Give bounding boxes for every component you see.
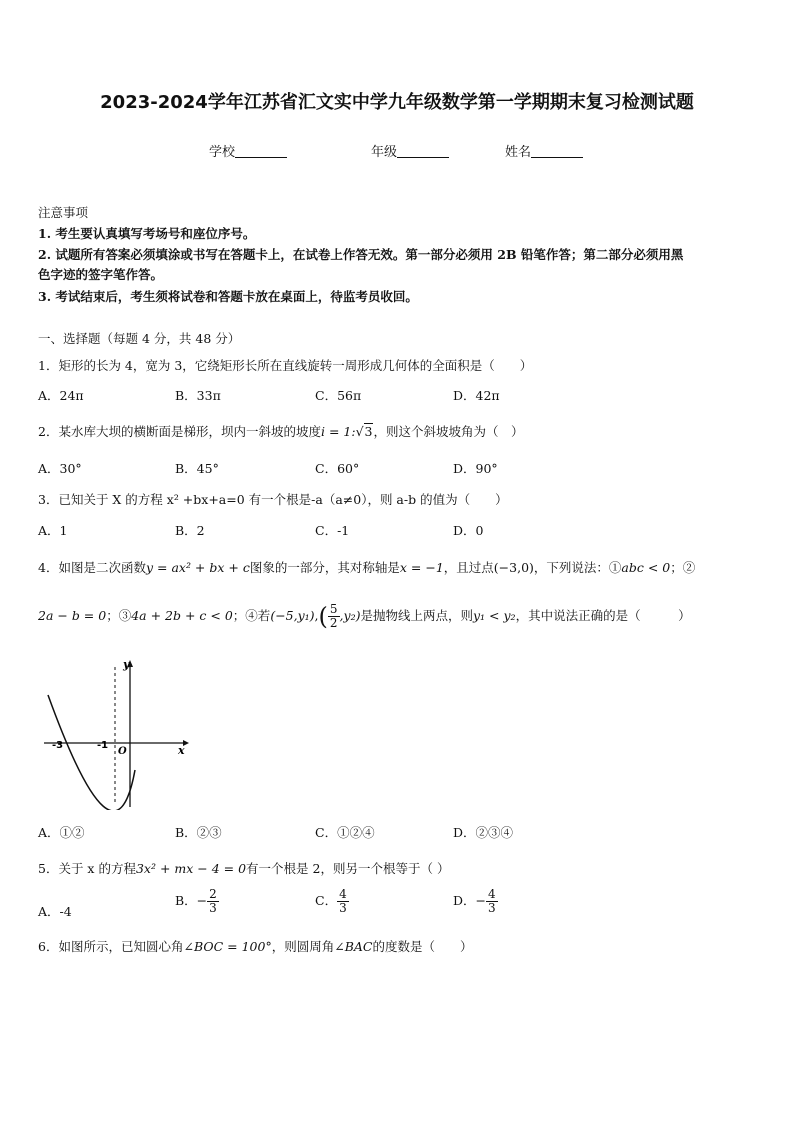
q2-option-d[interactable]: D．90°	[453, 461, 498, 476]
q4-point-1: (−5,y₁)	[270, 608, 315, 623]
q2-slope-formula: i = 1:	[320, 424, 356, 439]
q2-stem-post: ，则这个斜坡坡角为（ ）	[373, 424, 524, 439]
question-4-stem-line-1	[38, 558, 695, 576]
y-label: y	[123, 658, 130, 671]
q4-claim-3: 4a + 2b + c < 0	[131, 608, 233, 623]
grade-label: 年级	[371, 145, 398, 160]
q2-option-b[interactable]: B．45°	[175, 461, 219, 476]
q4-claim-1: abc < 0	[621, 560, 671, 575]
school-label: 学校	[209, 145, 236, 160]
q5-d-den: 3	[488, 901, 496, 915]
tick-minus-1: -1	[97, 740, 109, 751]
grade-field[interactable]	[371, 141, 449, 160]
q5-option-a[interactable]: A．-4	[38, 904, 72, 919]
q4-text-5: ；②	[670, 560, 696, 575]
q1-option-b[interactable]: B．33π	[175, 388, 221, 403]
school-field[interactable]	[209, 141, 287, 160]
q5-c-num: 4	[339, 887, 347, 901]
q5-text-2: 有一个根是 2，则另一个根等于（ ）	[246, 861, 450, 876]
q4-text-4: ，下列说法：①	[533, 560, 622, 575]
q4-frac-num: 5	[329, 602, 338, 616]
question-2-stem: 2．某水库大坝的横断面是梯形，坝内一斜坡的坡度i = 1:√3，则这个斜坡坡角为（ ）	[38, 424, 524, 439]
q5-b-prefix: B．−	[175, 893, 208, 908]
note-item-2-cont: 色字迹的签字笔作答。	[38, 267, 164, 282]
x-label: x	[178, 744, 185, 757]
q4-option-b[interactable]: B．②③	[175, 825, 222, 840]
section-heading: 一、选择题（每题 4 分，共 48 分）	[38, 331, 241, 346]
name-blank[interactable]	[531, 144, 583, 158]
q3-option-c[interactable]: C．-1	[315, 523, 350, 538]
name-label: 姓名	[505, 145, 532, 160]
q3-option-a[interactable]: A．1	[38, 523, 68, 538]
q4-text-2: 图象的一部分，其对称轴是	[249, 560, 400, 575]
q1-option-c[interactable]: C．56π	[315, 388, 362, 403]
q2-sqrt-value: 3	[364, 424, 373, 439]
notes-heading: 注意事项	[38, 205, 89, 220]
q5-equation: 3x² + mx − 4 = 0	[135, 861, 247, 876]
q4-text-9: ，其中说法正确的是（ ）	[515, 608, 691, 623]
q4-point: (−3,0)	[493, 560, 534, 575]
q5-option-c[interactable]	[315, 888, 349, 915]
q3-option-d[interactable]: D．0	[453, 523, 484, 538]
q4-axis: x = −1	[399, 560, 444, 575]
q6-text-2: ，则圆周角	[271, 939, 335, 954]
q4-point-2: ,y₂)	[339, 608, 361, 623]
q5-c-den: 3	[339, 901, 347, 915]
q6-text-3: 的度数是（ ）	[372, 939, 473, 954]
q5-option-b[interactable]	[175, 888, 219, 915]
question-4-stem-line-2	[38, 598, 691, 635]
q2-stem-pre: 2．某水库大坝的横断面是梯形，坝内一斜坡的坡度	[38, 424, 321, 439]
q5-d-fraction	[486, 888, 498, 915]
q5-d-num: 4	[488, 887, 496, 901]
q4-option-d[interactable]: D．②③④	[453, 825, 514, 840]
q6-text-1: 6．如图所示，已知圆心角	[38, 939, 184, 954]
q4-text-7: ；④若	[232, 608, 271, 623]
q5-b-fraction	[207, 888, 219, 915]
q5-b-den: 3	[209, 901, 217, 915]
q1-option-d[interactable]: D．42π	[453, 388, 500, 403]
q4-option-a[interactable]: A．①②	[38, 825, 85, 840]
page-title: 2023-2024学年江苏省汇文实中学九年级数学第一学期期末复习检测试题	[100, 92, 694, 113]
q4-paren-left: (	[318, 602, 328, 631]
q4-comma: ,	[314, 608, 319, 623]
q5-d-prefix: D．−	[453, 893, 486, 908]
note-item-1: 1. 考生要认真填写考场号和座位序号。	[38, 226, 256, 241]
q4-inequality: y₁ < y₂	[473, 608, 516, 623]
q2-option-c[interactable]: C．60°	[315, 461, 360, 476]
grade-blank[interactable]	[397, 144, 449, 158]
q6-inscribed-angle: ∠BAC	[334, 939, 373, 954]
q4-text-3: ，且过点	[443, 560, 494, 575]
q5-text-1: 5．关于 x 的方程	[38, 861, 136, 876]
q4-text-8: 是抛物线上两点，则	[360, 608, 473, 623]
q4-frac-den: 2	[329, 616, 338, 630]
school-blank[interactable]	[235, 144, 287, 158]
question-6-stem	[38, 937, 473, 955]
question-1-stem: 1．矩形的长为 4，宽为 3，它绕矩形长所在直线旋转一周形成几何体的全面积是（ ）	[38, 358, 533, 373]
q5-b-num: 2	[209, 887, 217, 901]
q4-claim-2: 2a − b = 0	[38, 608, 107, 623]
tick-minus-3: -3	[52, 740, 64, 751]
question-3-stem: 3．已知关于 X 的方程 x² +bx+a=0 有一个根是-a（a≠0），则 a-b 的值为（ ）	[38, 492, 508, 507]
q5-option-d[interactable]	[453, 888, 498, 915]
q3-option-b[interactable]: B．2	[175, 523, 205, 538]
q5-c-fraction	[337, 888, 349, 915]
q4-fraction	[328, 603, 340, 630]
note-item-3: 3. 考试结束后，考生须将试卷和答题卡放在桌面上，待监考员收回。	[38, 289, 418, 304]
q5-c-prefix: C．	[315, 893, 338, 908]
q4-option-c[interactable]: C．①②④	[315, 825, 375, 840]
q2-option-a[interactable]: A．30°	[38, 461, 82, 476]
q1-option-a[interactable]: A．24π	[38, 388, 84, 403]
q6-central-angle: ∠BOC = 100°	[183, 939, 272, 954]
q4-text-1: 4．如图是二次函数	[38, 560, 146, 575]
note-item-2: 2. 试题所有答案必须填涂或书写在答题卡上，在试卷上作答无效。第一部分必须用 2B 铅笔作答；第二部分必须用黑	[38, 247, 684, 262]
name-field[interactable]	[505, 141, 583, 160]
question-5-stem	[38, 859, 449, 877]
q4-function: y = ax² + bx + c	[145, 560, 250, 575]
q4-text-6: ；③	[106, 608, 132, 623]
origin-label: O	[118, 746, 127, 757]
parabola-graph	[38, 655, 198, 810]
